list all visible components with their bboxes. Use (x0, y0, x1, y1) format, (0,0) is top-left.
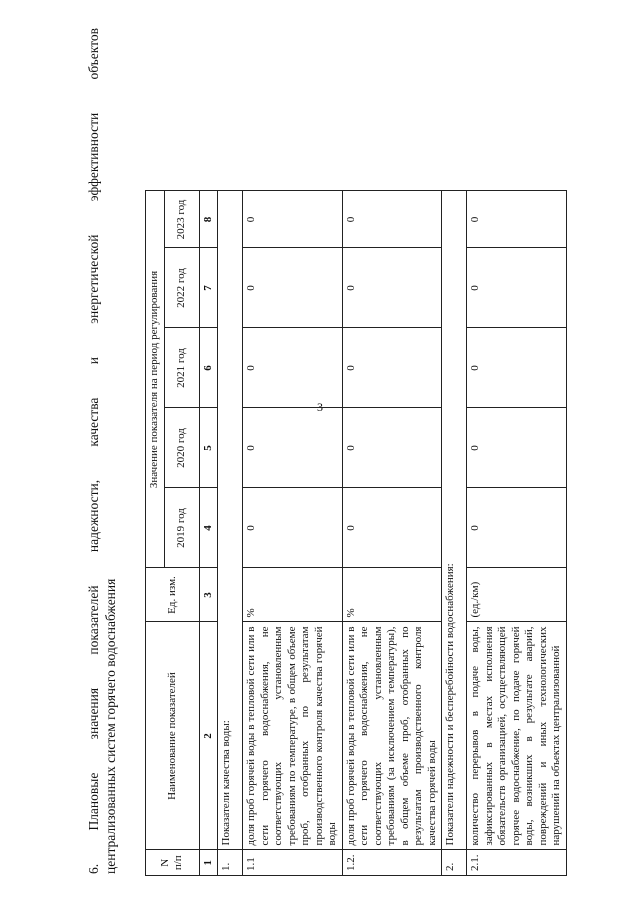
value-cell: 0 (467, 191, 567, 248)
column-number: 2 (199, 622, 218, 850)
section-num: 2. (442, 850, 467, 876)
header-year: 2020 год (164, 408, 199, 488)
indicator-name: количество перерывов в подаче воды, зафиксированных в местах исполнения обязательств организацией, осуществляющей горячее водоснабжение, по подаче горячей воды, возникших в результате аварий, повреждений и иных технологических нарушений на объектах централизованной (467, 622, 567, 850)
value-cell: 0 (467, 408, 567, 488)
header-year: 2019 год (164, 488, 199, 568)
column-number: 6 (199, 328, 218, 408)
column-number: 5 (199, 408, 218, 488)
column-number: 7 (199, 248, 218, 328)
header-year: 2021 год (164, 328, 199, 408)
row-num: 1.1 (243, 850, 343, 876)
value-cell: 0 (243, 248, 343, 328)
value-cell: 0 (342, 488, 442, 568)
header-unit: Ед. изм. (146, 568, 200, 622)
section-row-quality (218, 191, 243, 876)
indicator-name: доля проб горячей воды в тепловой сети или в сети горячего водоснабжения, не соответствующих установленным требованиям по температуре, в общем объеме проб, отобранных по результатам производственного контроля качества горячей воды (243, 622, 343, 850)
value-cell: 0 (342, 248, 442, 328)
section-row-reliability (442, 191, 467, 876)
header-row-1 (146, 191, 165, 876)
column-number: 8 (199, 191, 218, 248)
rotated-page-content (85, 26, 562, 876)
column-number: 3 (199, 568, 218, 622)
table-row (342, 191, 442, 876)
header-year: 2023 год (164, 191, 199, 248)
document-title (85, 26, 119, 876)
header-period: Значение показателя на период регулирования (146, 191, 165, 568)
value-cell: 0 (467, 248, 567, 328)
value-cell: 0 (342, 328, 442, 408)
column-number: 1 (199, 850, 218, 876)
unit: % (243, 568, 343, 622)
unit: (ед./км) (467, 568, 567, 622)
column-number: 4 (199, 488, 218, 568)
header-name: Наименование показателей (146, 622, 200, 850)
section-label: Показатели качества воды: (218, 191, 243, 850)
unit: % (342, 568, 442, 622)
row-num: 1.2. (342, 850, 442, 876)
header-year: 2022 год (164, 248, 199, 328)
value-cell: 0 (243, 191, 343, 248)
page-number: 3 (317, 400, 323, 414)
title-line-2: централизованных систем горячего водоснабжения (103, 578, 118, 874)
value-cell: 0 (342, 191, 442, 248)
value-cell: 0 (467, 328, 567, 408)
row-num: 2.1. (467, 850, 567, 876)
value-cell: 0 (243, 408, 343, 488)
value-cell: 0 (467, 488, 567, 568)
table-row (467, 191, 567, 876)
indicator-name: доля проб горячей воды в тепловой сети или в сети горячего водоснабжения, не соответствующих установленным требованиям (за исключением температуры), в общем объеме проб, отобранных по результатам производственного контроля качества горячей воды (342, 622, 442, 850)
section-label: Показатели надежности и бесперебойности водоснабжения: (442, 191, 467, 850)
value-cell: 0 (243, 328, 343, 408)
table-row (243, 191, 343, 876)
title-line-1: 6. Плановые значения показателей надежности, качества и энергетической эффективности объектов (86, 28, 101, 874)
indicators-table (145, 191, 567, 877)
column-number-row (199, 191, 218, 876)
value-cell: 0 (342, 408, 442, 488)
value-cell: 0 (243, 488, 343, 568)
section-num: 1. (218, 850, 243, 876)
header-num: N п/п (146, 850, 200, 876)
